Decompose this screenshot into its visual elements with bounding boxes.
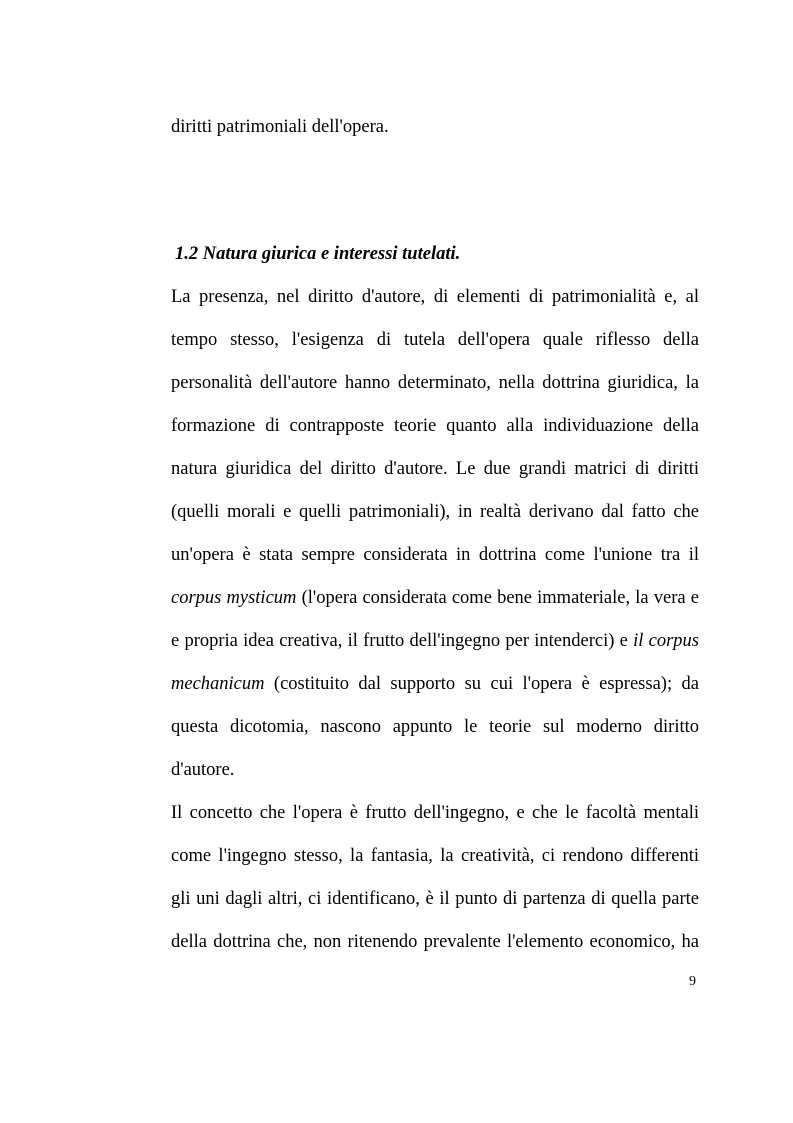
text-line: d'autore. [171, 760, 235, 780]
text-line: come l'ingegno stesso, la fantasia, la creatività, ci rendono differenti [171, 846, 699, 866]
continuation-line: diritti patrimoniali dell'opera. [171, 117, 389, 137]
text-line [171, 587, 699, 609]
text-line: formazione di contrapposte teorie quanto alla individuazione della [171, 416, 699, 436]
text-line: natura giuridica del diritto d'autore. Le due grandi matrici di diritti [171, 459, 699, 479]
text-line: un'opera è stata sempre considerata in dottrina come l'unione tra il [171, 545, 699, 565]
italic-term: corpus mysticum [171, 588, 297, 608]
text-line: (quelli morali e quelli patrimoniali), in realtà derivano dal fatto che [171, 502, 699, 522]
italic-term: il corpus [633, 631, 699, 651]
text-line: gli uni dagli altri, ci identificano, è il punto di partenza di quella parte [171, 889, 699, 909]
text-span: e propria idea creativa, il frutto dell'ingegno per intenderci) e [171, 631, 634, 651]
text-line [171, 673, 699, 695]
text-span: (l'opera considerata come bene immateriale, la vera e [296, 588, 699, 608]
text-line: La presenza, nel diritto d'autore, di elementi di patrimonialità e, al [171, 287, 699, 307]
text-line: questa dicotomia, nascono appunto le teorie sul moderno diritto [171, 717, 699, 737]
page-number: 9 [689, 974, 696, 989]
italic-term: mechanicum [171, 674, 265, 694]
text-span: (costituito dal supporto su cui l'opera è espressa); da [264, 674, 699, 694]
text-line: tempo stesso, l'esigenza di tutela dell'opera quale riflesso della [171, 330, 699, 350]
section-heading: 1.2 Natura giurica e interessi tutelati. [175, 244, 461, 264]
text-line: della dottrina che, non ritenendo prevalente l'elemento economico, ha [171, 932, 699, 952]
text-line: Il concetto che l'opera è frutto dell'ingegno, e che le facoltà mentali [171, 803, 699, 823]
text-line [171, 630, 699, 652]
text-line: personalità dell'autore hanno determinato, nella dottrina giuridica, la [171, 373, 699, 393]
